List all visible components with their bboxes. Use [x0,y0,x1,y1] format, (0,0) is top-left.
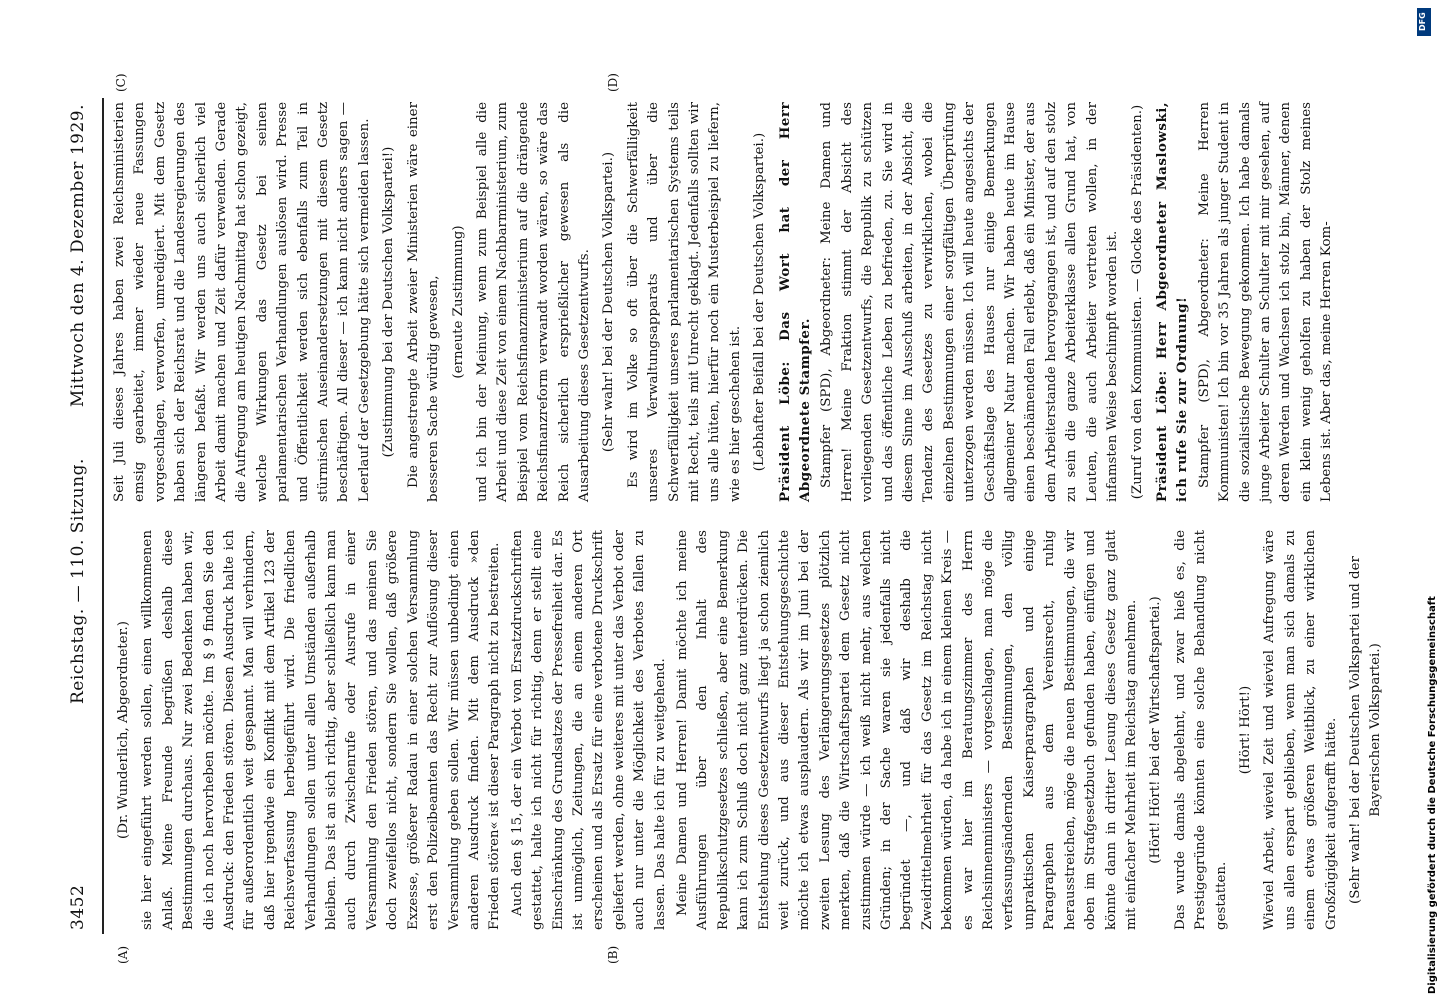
interjection: (Hört! Hört!) [1237,685,1253,775]
document-page [66,73,1384,964]
paragraph: Meine Damen und Herren! Damit möchte ich meine Ausführungen über den Inhalt des Republikschutzgesetzes schließen, aber eine Bemerkung kann ich zum Schluß doch nicht ganz unterdrücken. Die Entstehung dieses Gesetzentwurfs liegt ja schon ziemlich weit zurück, und aus dieser Entstehungsgeschichte möchte ich etwas ausplaudern. Als wir im Juni bei der zweiten Lesung des Verlängerungsgesetzes plötzlich merkten, daß die Wirtschaftspartei dem Gesetz nicht zustimmen würde — ich weiß nicht mehr, aus welchen Gründen; in der Sache waren sie jedenfalls nicht begründet —, und daß wir deshalb die Zweidrittelmehrheit für das Gesetz im Reichstag nicht bekommen würden, da habe ich in einem kleinen Kreis — es war hier im Beratungszimmer des Herrn Reichsinnenministers — vorgeschlagen, man möge die verfassungsändernden Bestimmungen, den völlig unpraktischen Kaiserparagraphen und einige Paragraphen aus dem Vereinsrecht, ruhig herausstreichen, möge die neuen Bestimmungen, die wir oben im Strafgesetzbuch gefunden haben, einfügen und könnte dann in dritter Lesung dieses Gesetz ganz glatt mit einfacher Mehrheit im Reichstag annehmen. [674,530,1139,930]
paragraph: sie hier eingeführt werden sollen, einen willkommenen Anlaß. Meine Freunde begrüßen deshalb diese Bestimmungen durchaus. Nur zwei Bedenken haben wir, die ich noch hervorheben möchte. Im § 9 finden Sie den Ausdruck: den Frieden stören. Diesen Ausdruck halte ich für außerordentlich weit gespannt. Man will verhindern, daß hier irgendwie ein Konflikt mit dem Artikel 123 der Reichsverfassung herbeigeführt wird. Die friedlichen Verhandlungen sollen unter allen Umständen außerhalb bleiben. Das ist an sich richtig, aber schließlich kann man auch durch Zwischenrufe oder Ausrufe in einer Versammlung den Frieden stören, und das meinen Sie doch zweifellos nicht, sondern Sie wollen, daß größere Exzesse, größerer Radau in einer solchen Versammlung erst den Polizeibeamten das Recht zur Auflösung dieser Versammlung geben sollen. Wir müssen unbedingt einen anderen Ausdruck finden. Mit dem Ausdruck »den Frieden stören« ist dieser Paragraph nicht zu bestreiten. [140,530,503,930]
interjection: (Zuruf von den Kommunisten. — Glocke des Präsidenten.) [1129,104,1145,500]
margin-marker-c: (C) [114,73,128,92]
interjection: (Hört! Hört! bei der Wirtschaftspartei.) [1148,596,1164,864]
paragraph: Das wurde damals abgelehnt, und zwar hieß es, die Prestigegründe könnten eine solche Behandlung nicht gestatten. [1172,530,1229,930]
paragraph: Auch den § 15, der ein Verbot von Ersatzdruckschriften gestattet, halte ich nicht für richtig, denn er stellt eine Einschränkung des Grundsatzes der Pressefreiheit dar. Es ist unmöglich, Zeitungen, die an einem anderen Ort erscheinen und als Ersatz für eine verbotene Druckschrift geliefert werden, ohne weiteres mit unter das Verbot oder auch nur unter die Möglichkeit des Verbotes fallen zu lassen. Das halte ich für zu weitgehend. [509,530,668,930]
interjection: (Sehr wahr! bei der Deutschen Volkspartei.) [601,151,617,453]
interjection: (Lebhafter Beifall bei der Deutschen Volkspartei.) [752,132,768,472]
dfg-logo-text: DFG [1418,12,1427,31]
paragraph: Wieviel Arbeit, wieviel Zeit und wieviel Aufregung wäre uns allen erspart geblieben, wenn man sich damals zu einem etwas größeren Weitblick, zu einer wirklichen Großzügigkeit aufgerafft hätte. [1262,530,1339,930]
paragraph: und ich bin der Meinung, wenn zum Beispiel alle die Arbeit und diese Zeit von einem Nachbarministerium, zum Beispiel vom Reichsfinanzministerium auf die drängende Reichsfinanzreform verwandt worden wären, so wäre das Reich sicherlich ersprießlicher gewesen als die Ausarbeitung dieses Gesetzentwurfs. [474,102,592,502]
interjection: (Sehr wahr! bei der Deutschen Volkspartei und der Bayerischen Volkspartei.) [1347,556,1384,904]
page-number: 3452 [68,884,88,930]
paragraph: Es wird im Volke so oft über die Schwerfälligkeit unseres Verwaltungsapparats und über die Schwerfälligkeit unseres parlamentarischen Systems teils mit Recht, teils mit Unrecht geklagt. Jedenfalls sollten wir uns alle hüten, hierfür noch ein Musterbeispiel zu liefern, wie es hier geschehen ist. [625,102,743,502]
margin-marker-a: (A) [116,945,130,964]
margin-marker-d: (D) [606,73,620,92]
margin-marker-b: (B) [606,945,620,964]
right-column [110,102,1340,502]
speaker-announcement: Präsident Löbe: Herr Abgeordneter Maslowski, ich rufe Sie zur Ordnung! [1153,102,1191,502]
interjection: (erneute Zustimmung) [450,225,466,379]
header-rule [102,98,104,934]
session-date: Mittwoch den 4. Dezember 1929. [68,104,88,408]
paragraph: Stampfer (SPD), Abgeordneter: Meine Damen und Herren! Meine Fraktion stimmt der Absicht des vorliegenden Gesetzentwurfs, die Republik zu schützen und das öffentliche Leben zu befrieden, zu. Sie wird in diesem Sinne im Ausschuß arbeiten, in der Absicht, die Tendenz des Gesetzes zu verwirklichen, wobei die einzelnen Bestimmungen einer sorgfältigen Überprüfung unterzogen werden müssen. Ich will heute angesichts der Geschäftslage des Hauses nur einige Bemerkungen allgemeiner Natur machen. Wir haben heute im Hause einen beschämenden Fall erlebt, daß ein Minister, der aus dem Arbeiterstande hervorgegangen ist, und auf den stolz zu sein die ganze Arbeiterklasse allen Grund hat, von Leuten, die auch Arbeiter vertreten wollen, in der infamsten Weise beschimpft worden ist. [819,102,1121,502]
paragraph: Die angestrengte Arbeit zweier Ministerien wäre einer besseren Sache würdig gewesen, [405,102,442,502]
paragraph: Stampfer (SPD), Abgeordneter: Meine Herren Kommunisten! Ich bin vor 35 Jahren als junger Student in die sozialistische Bewegung gekommen. Ich habe damals junge Arbeiter Schulter an Schulter mit mir gesehen, auf deren Werden und Wachsen ich stolz bin, Männer, denen ein klein wenig geholfen zu haben der Stolz meines Lebens ist. Aber das, meine Herren Kom- [1196,102,1335,502]
speaker-continuation: (Dr. Wunderlich, Abgeordneter.) [116,621,131,840]
left-column [110,530,1391,930]
dfg-logo [1417,8,1431,36]
speaker-announcement: Präsident Löbe: Das Wort hat der Herr Abgeordnete Stampfer. [776,102,813,502]
digitization-credit: Digitalisierung gefördert durch die Deutsche Forschungsgemeinschaft [1427,596,1438,994]
session-title: Reichstag. — 110. Sitzung. [68,458,88,704]
paragraph: Seit Juli dieses Jahres haben zwei Reichsministerien emsig gearbeitet, immer wieder neue Fassungen vorgeschlagen, verworfen, umredigiert. Mit dem Gesetz haben sich der Reichsrat und die Landesregierungen des längeren befaßt. Wir werden uns auch sicherlich viel Arbeit damit machen und Zeit dafür verwenden. Gerade die Aufregung am heutigen Nachmittag hat schon gezeigt, welche Wirkungen das Gesetz bei seinen parlamentarischen Verhandlungen auslösen wird. Presse und Öffentlichkeit werden sich ebenfalls zum Teil in stürmischen Auseinandersetzungen mit diesem Gesetz beschäftigen. All dieser — ich kann nicht anders sagen — Leerlauf der Gesetzgebung hätte sich vermeiden lassen. [112,102,372,502]
interjection: (Zustimmung bei der Deutschen Volkspartei!) [381,146,397,458]
